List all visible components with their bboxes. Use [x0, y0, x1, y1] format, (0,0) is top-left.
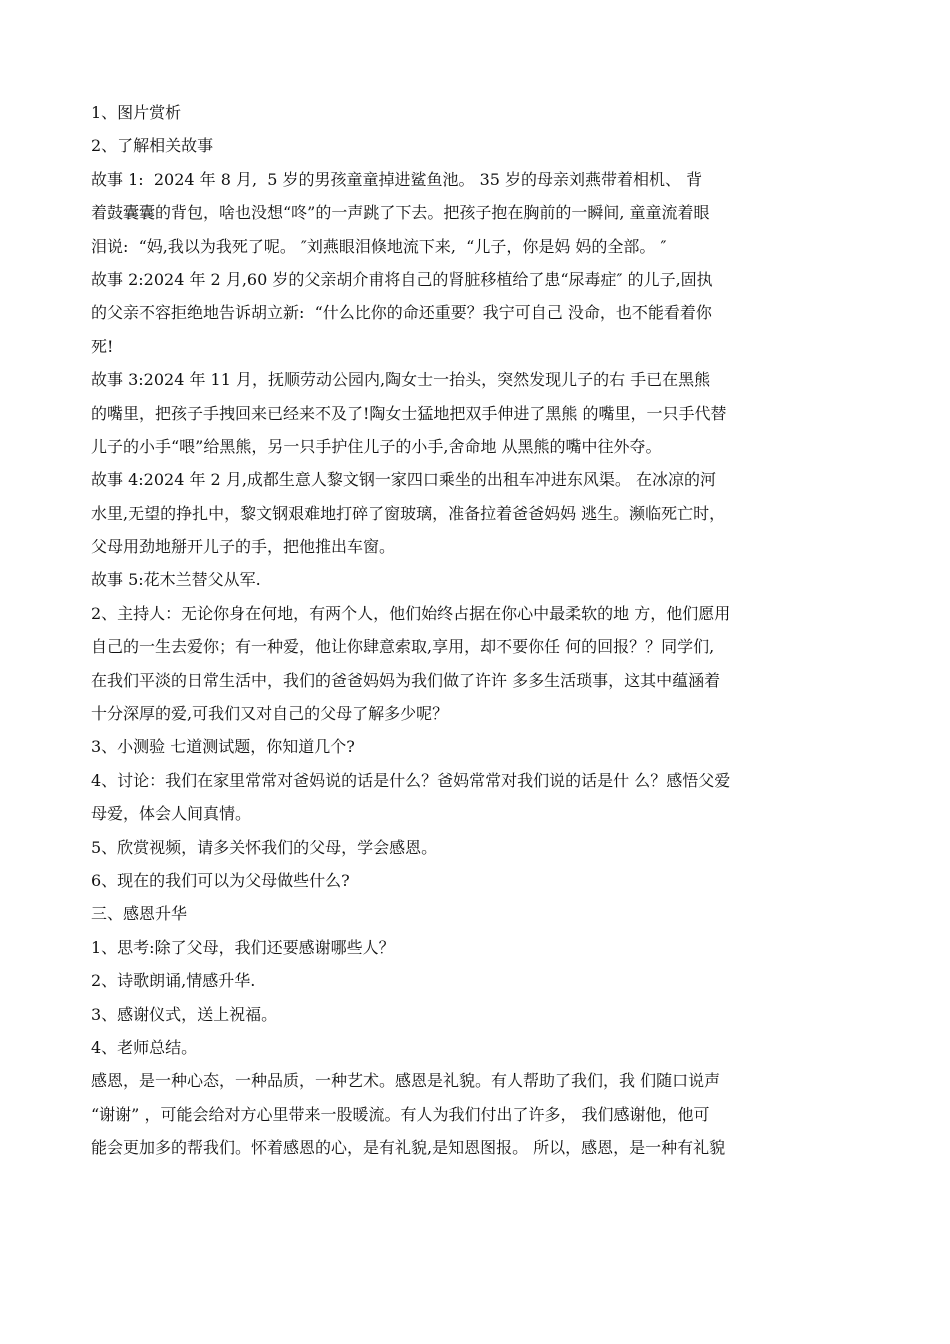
story-4-line-2: 水里,无望的挣扎中，黎文钢艰难地打碎了窗玻璃，准备拉着爸爸妈妈 逃生。濒临死亡时， [91, 503, 726, 523]
discussion-line-1: 4、讨论：我们在家里常常对爸妈说的话是什么？爸妈常常对我们说的话是什 么？感悟父爱 [91, 770, 731, 790]
discussion-line-2: 母爱，体会人间真情。 [91, 804, 252, 824]
host-speech-line-2: 自己的一生去爱你；有一种爱，他让你肆意索取,享用，却不要你任 何的回报？？同学们, [91, 637, 715, 657]
document-body [91, 96, 853, 1165]
host-speech-line-3: 在我们平淡的日常生活中，我们的爸爸妈妈为我们做了许许 多多生活琐事，这其中蕴涵着 [91, 670, 721, 690]
story-1-line-2: 着鼓囊囊的背包，啥也没想“咚”的一声跳了下去。把孩子抱在胸前的一瞬间, 童童流着眼 [91, 203, 710, 223]
section-item-teacher-summary: 4、老师总结。 [91, 1037, 198, 1057]
story-1-line-3: 泪说: “妈,我以为我死了呢。 ″刘燕眼泪倏地流下来, “儿子，你是妈 妈的全部。 ″ [91, 236, 667, 256]
section-item-ceremony: 3、感谢仪式，送上祝福。 [91, 1004, 278, 1024]
host-speech-line-1: 2、主持人：无论你身在何地，有两个人，他们始终占据在你心中最柔软的地 方，他们愿用 [91, 603, 731, 623]
summary-line-2: “谢谢” ，可能会给对方心里带来一股暖流。有人为我们付出了许多， 我们感谢他，他可 [91, 1104, 710, 1124]
section-item-what-we-can-do: 6、现在的我们可以为父母做些什么? [91, 870, 350, 890]
section-item-picture-appreciation: 1、图片赏析 [91, 103, 182, 122]
section-item-poem: 2、诗歌朗诵,情感升华. [91, 971, 256, 991]
story-1-line-1: 故事 1: 2024 年 8 月, 5 岁的男孩童童掉进鲨鱼池。 35 岁的母亲刘燕带着相机、 背 [91, 169, 703, 189]
story-3-line-3: 儿子的小手“喂”给黑熊，另一只手护住儿子的小手,舍命地 从黑熊的嘴中往外夺。 [91, 436, 662, 456]
section-item-video: 5、欣赏视频，请多关怀我们的父母，学会感恩。 [91, 837, 438, 857]
story-3-line-2: 的嘴里，把孩子手拽回来已经来不及了!陶女士猛地把双手伸进了黑熊 的嘴里，一只手代替 [91, 403, 727, 423]
section-item-think: 1、思考:除了父母，我们还要感谢哪些人？ [91, 937, 395, 957]
section-item-related-stories: 2、了解相关故事 [91, 136, 214, 156]
story-4-line-1: 故事 4:2024 年 2 月,成都生意人黎文钢一家四口乘坐的出租车冲进东风渠。 在冰凉的河 [91, 470, 716, 490]
story-5-line-1: 故事 5:花木兰替父从军. [91, 570, 261, 590]
section-item-quiz: 3、小测验 七道测试题，你知道几个? [91, 737, 355, 757]
story-3-line-1: 故事 3:2024 年 11 月，抚顺劳动公园内,陶女士一抬头，突然发现儿子的右 手已在黑熊 [91, 370, 711, 390]
story-2-line-3: 死! [91, 336, 114, 356]
section-heading-gratitude: 三、感恩升华 [91, 904, 188, 924]
summary-line-3: 能会更加多的帮我们。怀着感恩的心，是有礼貌,是知恩图报。 所以，感恩，是一种有礼貌 [91, 1138, 726, 1158]
host-speech-line-4: 十分深厚的爱,可我们又对自己的父母了解多少呢？ [91, 704, 449, 724]
story-2-line-2: 的父亲不容拒绝地告诉胡立新: “什么比你的命还重要？我宁可自己 没命，也不能看着你 [91, 303, 712, 323]
story-4-line-3: 父母用劲地掰开儿子的手，把他推出车窗。 [91, 537, 396, 557]
summary-line-1: 感恩，是一种心态，一种品质，一种艺术。感恩是礼貌。有人帮助了我们，我 们随口说声 [91, 1071, 721, 1091]
story-2-line-1: 故事 2:2024 年 2 月,60 岁的父亲胡介甫将自己的肾脏移植给了患“尿毒症″ 的儿子,固执 [91, 269, 713, 289]
